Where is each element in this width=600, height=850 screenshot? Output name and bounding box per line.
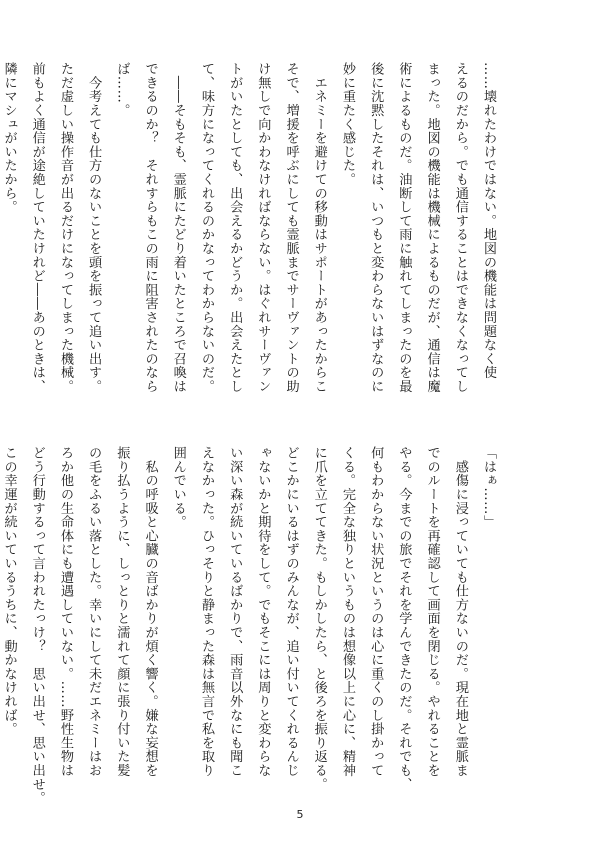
text-line: 術によるものだ。油断して雨に触れてしまったのを最 xyxy=(396,62,412,394)
text-line: でのルートを再確認して画面を閉じる。やれることを xyxy=(424,446,440,778)
text-line: い深い森が続いているばかりで、雨音以外なにも聞こ xyxy=(227,446,243,778)
text-line: に爪を立ててきた。もしかしたら、と後ろを振り返る。 xyxy=(311,446,327,791)
text-line: 前もよく通信が途絶していたけれど――あのときは、 xyxy=(29,62,45,394)
text-line: どう行動するって言われたっけ？ 思い出せ、思い出せ。 xyxy=(29,446,45,805)
text-line: まった。地図の機能は機械によるものだが、通信は魔 xyxy=(424,62,440,394)
text-line: 囲んでいる。 xyxy=(170,446,186,529)
text-line: 何もわからない状況というのは心に重くのし掛かって xyxy=(368,446,384,778)
text-line: 振り払うように、しっとりと濡れて顔に張り付いた髪 xyxy=(114,446,130,778)
text-line: ただ虚しい操作音が出るだけになってしまった機械。 xyxy=(57,62,73,394)
text-line: エネミーを避けての移動はサポートがあったからこ xyxy=(311,62,327,394)
text-line: 感傷に浸っていても仕方ないのだ。現在地と霊脈ま xyxy=(452,446,468,778)
text-line: ――そもそも、霊脈にたどり着いたところで召喚は xyxy=(170,62,186,394)
text-line: 隣にマシュがいたから。 xyxy=(1,62,17,214)
text-line: ゃないかと期待をして。でもそこには周りと変わらな xyxy=(255,446,271,778)
lower-text-block xyxy=(1,446,502,805)
text-line: 今考えても仕方のないことを頭を振って追い出す。 xyxy=(86,62,102,394)
text-line: この幸運が続いているうちに、動かなければ。 xyxy=(1,446,17,736)
text-line: やる。今までの旅でそれを学んできたのだ。それでも、 xyxy=(396,446,412,791)
text-line: 私の呼吸と心臓の音ばかりが煩く響く。嫌な妄想を xyxy=(142,446,158,778)
text-line: ……壊れたわけではない。地図の機能は問題なく使 xyxy=(481,62,496,380)
text-line: トがいたとしても、出会えるかどうか。出会えたとし xyxy=(227,62,243,394)
page-number: 5 xyxy=(296,808,304,821)
text-line: 妙に重たく感じた。 xyxy=(339,62,355,187)
text-line: の毛をふるい落とした。幸いにして未だエネミーはお xyxy=(86,446,102,778)
text-line: 後に沈黙したそれは、いつもと変わらないはずなのに xyxy=(368,62,384,394)
upper-text-block xyxy=(1,62,502,394)
text-line: け無しで向かわなければならない。はぐれサーヴァン xyxy=(255,62,271,394)
text-line: えるのだから。でも通信することはできなくなってし xyxy=(452,62,468,394)
text-line: そで、増援を呼ぶにしても霊脈までサーヴァントの助 xyxy=(283,62,299,394)
text-line: どこかにいるはずのみんなが、追い付いてくれるんじ xyxy=(283,446,299,778)
text-line: えなかった。ひっそりと静まった森は無言で私を取り xyxy=(198,446,214,778)
text-line: 「はぁ……」 xyxy=(481,446,496,529)
text-line: ば……。 xyxy=(114,62,130,118)
text-line: て、味方になってくれるのかなってわからないのだ。 xyxy=(198,62,214,394)
text-line: ろか他の生命体にも遭遇していない。……野性生物は xyxy=(57,446,73,778)
text-line: できるのか？ それすらもこの雨に阻害されたのなら xyxy=(142,62,158,394)
text-line: くる。完全な独りというものは想像以上に心に、精神 xyxy=(339,446,355,778)
